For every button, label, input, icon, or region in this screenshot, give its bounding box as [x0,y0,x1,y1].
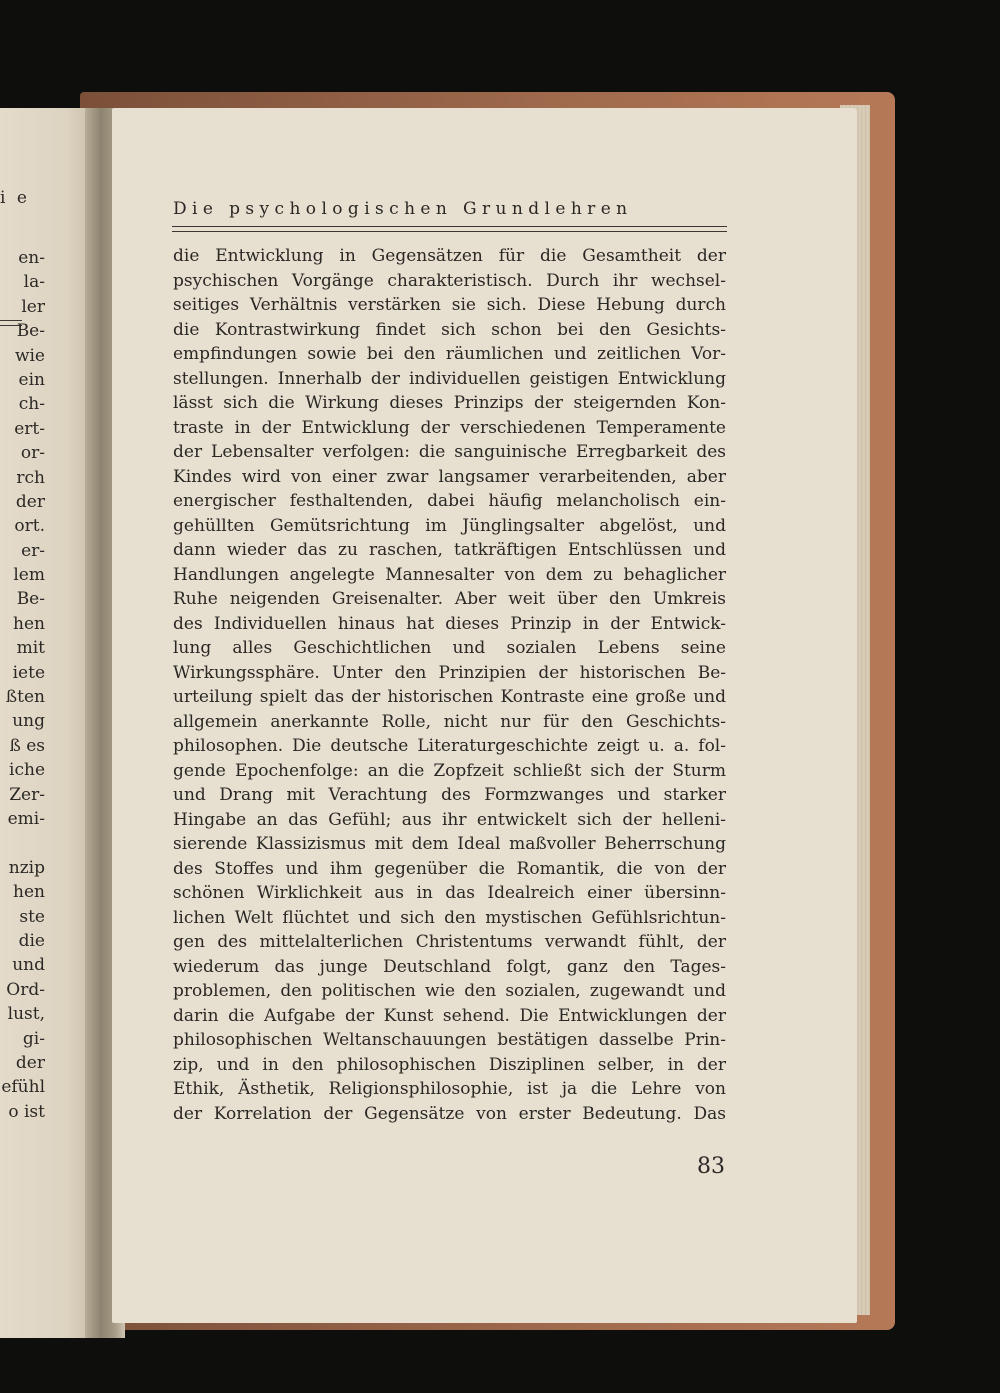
body-line: des Individuellen hinaus hat dieses Prinzip in der Entwick- [173,613,726,634]
body-line: sierende Klassizismus mit dem Ideal maßvoller Beherrschung [173,834,726,854]
body-line: lässt sich die Wirkung dieses Prinzips der steigernden Kon- [173,393,726,413]
body-line: traste in der Entwicklung der verschiedenen Temperamente [173,417,726,438]
body-line: seitiges Verhältnis verstärken sie sich. Diese Hebung durch [173,295,726,315]
body-line: urteilung spielt das der historischen Kontraste eine große und [173,687,726,707]
body-line: dann wieder das zu raschen, tatkräftigen Entschlüssen und [173,540,726,560]
body-line: der Lebensalter verfolgen: die sanguinische Erregbarkeit des [173,442,726,462]
left-page-line: Zer- [9,784,45,805]
left-page-line: ßten [5,687,45,708]
body-line: gehüllten Gemütsrichtung im Jünglingsalter abgelöst, und [173,515,726,536]
left-page-line: nzip [8,857,45,878]
body-line: die Entwicklung in Gegensätzen für die Gesamtheit der [173,246,726,266]
left-page-line: der [15,491,45,512]
body-line: gen des mittelalterlichen Christentums verwandt fühlt, der [173,932,726,952]
left-page-line: ert- [14,418,45,439]
left-page-line: ein [18,369,45,390]
body-line: allgemein anerkannte Rolle, nicht nur für den Geschichts- [173,711,726,732]
left-page-line: ler [21,296,45,317]
body-line: des Stoffes und ihm gegenüber die Romantik, die von der [173,858,726,879]
body-line: problemen, den politischen wie den sozialen, zugewandt und [173,981,726,1001]
left-page-line: ung [12,711,45,732]
body-line: Hingabe an das Gefühl; aus ihr entwickelt sich der helleni- [173,809,726,830]
body-line: energischer festhaltenden, dabei häufig melancholisch ein- [173,491,726,511]
body-line: und Drang mit Verachtung des Formzwanges und starker [173,785,726,805]
body-line: stellungen. Innerhalb der individuellen geistigen Entwicklung [173,368,726,389]
left-page-line: lem [13,565,45,586]
body-line: zip, und in den philosophischen Disziplinen selber, in der [173,1054,726,1075]
left-page-line: er- [21,540,45,561]
left-page-line: ort. [14,516,45,537]
left-page-line: hen [13,882,45,903]
left-page-line: lust, [7,1004,45,1025]
left-page-line: die [18,930,45,951]
left-page-line: iche [9,760,45,781]
left-page-line: emi- [7,808,45,829]
body-line: philosophischen Weltanschauungen bestätigen dasselbe Prin- [173,1030,726,1050]
left-page [0,108,95,1338]
left-page-line: Be- [16,589,45,610]
body-line: Ethik, Ästhetik, Religionsphilosophie, ist ja die Lehre von [173,1079,726,1099]
body-line: lichen Welt flüchtet und sich den mystischen Gefühlsrichtun- [173,907,726,928]
body-line: wiederum das junge Deutschland folgt, ganz den Tages- [173,956,726,977]
body-line: lung alles Geschichtlichen und sozialen Lebens seine [173,638,726,658]
body-line: empfindungen sowie bei den räumlichen und zeitlichen Vor- [173,344,726,364]
body-line: der Korrelation der Gegensätze von erster Bedeutung. Das [173,1103,726,1124]
left-page-text [1,246,45,1124]
body-line: Handlungen angelegte Mannesalter von dem zu behaglicher [173,564,726,585]
body-line: philosophen. Die deutsche Literaturgeschichte zeigt u. a. fol- [173,736,726,756]
left-page-line: rch [16,467,45,488]
left-page-line: mit [16,638,45,659]
left-page-line: wie [14,345,45,366]
body-line: die Kontrastwirkung findet sich schon bei den Gesichts- [173,319,726,340]
running-header: Die psychologischen Grundlehren [173,199,633,219]
left-page-line: en- [18,248,45,268]
left-page-line: la- [23,272,45,293]
left-page-line: or- [20,443,45,464]
body-line: schönen Wirklichkeit aus in das Idealreich einer übersinn- [173,883,726,903]
left-page-line: efühl [1,1077,45,1098]
left-page-line: Ord- [6,979,45,1000]
left-page-line: hen [13,613,45,634]
body-line: psychischen Vorgänge charakteristisch. Durch ihr wechsel- [173,270,726,291]
left-page-line: ß es [9,735,45,756]
left-page-line: gi- [22,1028,45,1049]
left-page-line: der [15,1052,45,1073]
body-line: Ruhe neigenden Greisenalter. Aber weit über den Umkreis [173,589,726,609]
left-page-header-fragment: i e [0,188,30,208]
left-page-line: o ist [8,1101,45,1122]
left-page-line [1,831,45,855]
header-rule [172,226,727,232]
left-page-line: iete [12,662,45,683]
body-line: darin die Aufgabe der Kunst sehend. Die Entwicklungen der [173,1005,726,1026]
left-page-line: und [12,955,45,976]
body-text [173,244,726,1126]
body-line: gende Epochenfolge: an die Zopfzeit schließt sich der Sturm [173,760,726,781]
left-page-line: Be- [16,321,45,342]
body-line: Kindes wird von einer zwar langsamer verarbeitenden, aber [173,466,726,487]
left-page-line: ch- [18,394,45,415]
left-page-line: ste [19,906,45,927]
body-line: Wirkungssphäre. Unter den Prinzipien der historischen Be- [173,662,726,683]
page-number: 83 [697,1154,725,1179]
